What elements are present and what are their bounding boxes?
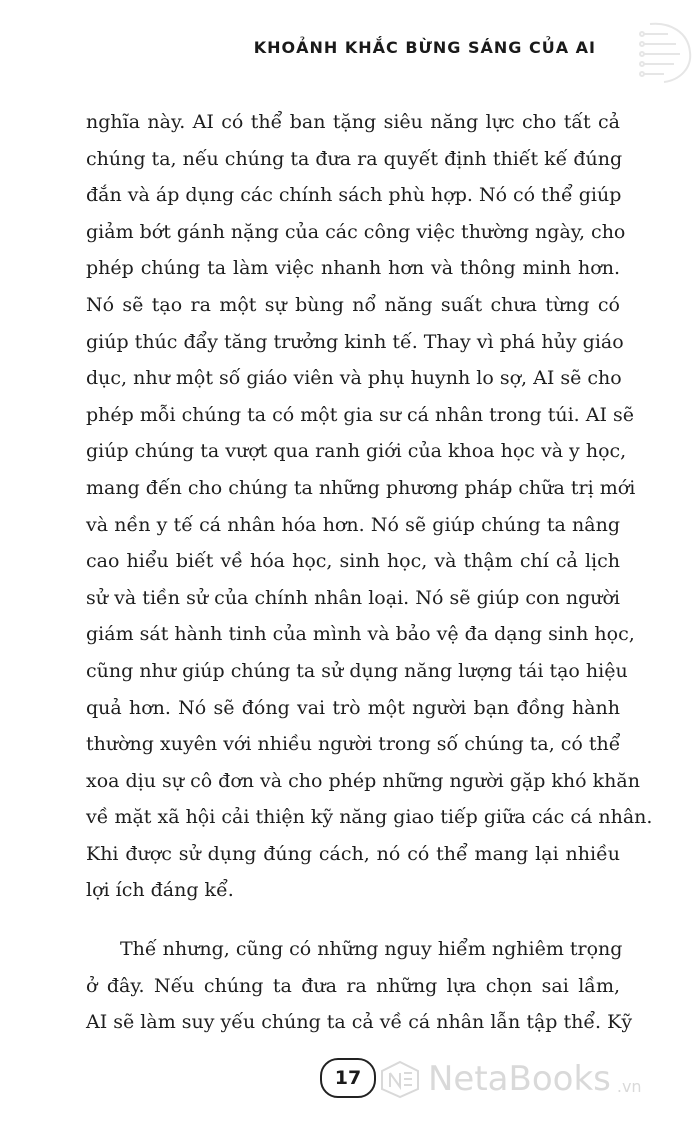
text-line: xoa dịu sự cô đơn và cho phép những người gặp khó khăn	[86, 769, 640, 792]
page-footer	[0, 1044, 700, 1114]
text-line: ở đây. Nếu chúng ta đưa ra những lựa chọn sai lầm,	[86, 974, 620, 997]
text-line: phép mỗi chúng ta có một gia sư cá nhân trong túi. AI sẽ	[86, 403, 635, 426]
text-line: AI sẽ làm suy yếu chúng ta cả về cá nhân lẫn tập thể. Kỹ	[86, 1011, 633, 1034]
text-line: lợi ích đáng kể.	[86, 879, 234, 902]
text-line: quả hơn. Nó sẽ đóng vai trò một người bạn đồng hành	[86, 696, 620, 719]
running-head-title: KHOẢNH KHẮC BỪNG SÁNG CỦA AI	[253, 38, 596, 57]
header-decoration-icon	[590, 18, 700, 88]
text-line: phép chúng ta làm việc nhanh hơn và thông minh hơn.	[86, 257, 620, 280]
text-line: giúp thúc đẩy tăng trưởng kinh tế. Thay vì phá hủy giáo	[86, 330, 624, 353]
text-line: Nó sẽ tạo ra một sự bùng nổ năng suất chưa từng có	[86, 293, 620, 316]
netabooks-logo-icon	[378, 1059, 422, 1099]
watermark-text: NetaBooks	[428, 1059, 611, 1099]
watermark	[378, 1056, 642, 1102]
body-text	[86, 104, 653, 1041]
text-line: Khi được sử dụng đúng cách, nó có thể mang lại nhiều	[86, 842, 620, 865]
page-number: 17	[334, 1067, 362, 1089]
text-line: nghĩa này. AI có thể ban tặng siêu năng lực cho tất cả	[86, 111, 620, 133]
text-line: và nền y tế cá nhân hóa hơn. Nó sẽ giúp chúng ta nâng	[86, 513, 620, 536]
text-line: giám sát hành tinh của mình và bảo vệ đa dạng sinh học,	[86, 623, 635, 646]
text-line: mang đến cho chúng ta những phương pháp chữa trị mới	[86, 476, 636, 499]
text-line: giảm bớt gánh nặng của các công việc thường ngày, cho	[86, 220, 626, 243]
page-number-badge	[320, 1058, 376, 1098]
text-line: sử và tiền sử của chính nhân loại. Nó sẽ giúp con người	[86, 586, 620, 609]
text-line: cao hiểu biết về hóa học, sinh học, và thậm chí cả lịch	[86, 550, 620, 573]
text-line: về mặt xã hội cải thiện kỹ năng giao tiếp giữa các cá nhân.	[86, 806, 653, 829]
text-line: giúp chúng ta vượt qua ranh giới của khoa học và y học,	[86, 440, 627, 463]
watermark-tld: .vn	[616, 1076, 642, 1096]
paragraph-1	[86, 104, 653, 909]
paragraph-2	[86, 931, 633, 1041]
text-line: Thế nhưng, cũng có những nguy hiểm nghiêm trọng	[120, 938, 623, 961]
text-line: dục, như một số giáo viên và phụ huynh lo sợ, AI sẽ cho	[86, 367, 622, 390]
text-line: đắn và áp dụng các chính sách phù hợp. Nó có thể giúp	[86, 184, 622, 207]
text-line: cũng như giúp chúng ta sử dụng năng lượng tái tạo hiệu	[86, 659, 628, 682]
text-line: chúng ta, nếu chúng ta đưa ra quyết định thiết kế đúng	[86, 147, 623, 170]
text-line: thường xuyên với nhiều người trong số chúng ta, có thể	[86, 733, 621, 756]
